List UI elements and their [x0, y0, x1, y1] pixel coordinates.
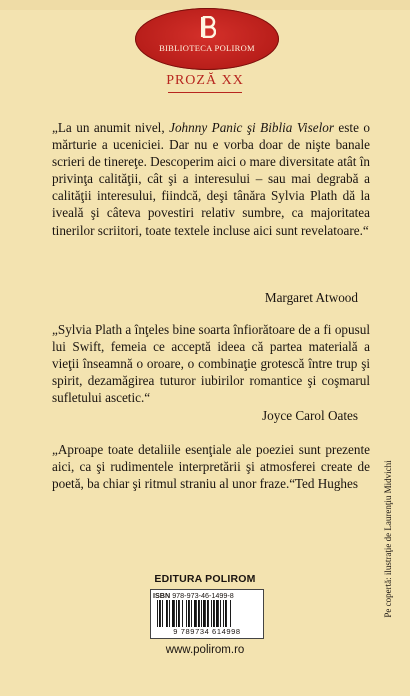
barcode-bars: [157, 600, 257, 627]
barcode-bar: [186, 600, 187, 627]
quote-atwood: [52, 119, 370, 239]
barcode-bar: [216, 600, 219, 627]
barcode-bar: [201, 600, 202, 627]
barcode-bar: [213, 600, 215, 627]
barcode-bar: [188, 600, 190, 627]
quote-text: „Sylvia Plath a înţeles bine soarta înfiorătoare de a fi opusul lui Swift, femeia ce acceptă ideea că partea materială a vieţii înseamnă o oroare, o combinaţie grotescă între trup şi spirit, dezamăgirea tuturor iubirilor romantice şi coşmarul sufletului ascetic.“: [52, 322, 370, 406]
barcode-bar: [225, 600, 227, 627]
barcode-bar: [162, 600, 163, 627]
series-underline: [168, 92, 242, 93]
quote-author: Margaret Atwood: [264, 290, 358, 305]
barcode-bar: [166, 600, 168, 627]
publisher-website: www.polirom.ro: [165, 644, 245, 656]
barcode-bar: [182, 600, 183, 627]
barcode-bar: [198, 600, 200, 627]
barcode-bar: [176, 600, 177, 627]
barcode-bar: [169, 600, 170, 627]
publisher-name: EDITURA POLIROM: [154, 573, 256, 585]
barcode-bar: [194, 600, 197, 627]
barcode-bar: [223, 600, 224, 627]
publisher-logo: [135, 8, 279, 70]
barcode-bar: [157, 600, 158, 627]
quote-author: Joyce Carol Oates: [262, 408, 358, 423]
quote-text: „La un anumit nivel, Johnny Panic şi Biblia Viselor este o mărturie a uceniciei. Dar nu e vorba doar de nişte banale scrieri de tinereţe. Descoperim aici o mare diversitate atât în privinţa calităţii, cât şi a interesului – sau mai degrabă a calităţii interesului, fiindcă, deşi tânăra Sylvia Plath dă la iveală şi câteva povestiri relativ sumbre, ca majoritatea tinerilor scriitori, toate textele incluse aici sunt revelatoare.“: [52, 120, 370, 238]
barcode-bar: [172, 600, 175, 627]
polirom-p-emblem-icon: [198, 16, 216, 38]
barcode-digits: 9 789734 614998: [173, 627, 241, 636]
isbn-barcode: [150, 589, 264, 639]
barcode-bar: [178, 600, 180, 627]
barcode-bar: [211, 600, 212, 627]
quote-oates: [52, 321, 370, 406]
quote-author: Ted Hughes: [294, 476, 358, 491]
logo-brand-text: BIBLIOTECA POLIROM: [159, 43, 255, 53]
barcode-bar: [191, 600, 192, 627]
quote-text: „Aproape toate detaliile esenţiale ale poeziei sunt prezente aici, ca şi rudimentele interpretării şi atmosferei create de poetă, ba chiar şi ritmul straniu al unor fraze.“: [52, 442, 370, 492]
book-title: Johnny Panic şi Biblia Viselor: [169, 120, 334, 135]
barcode-bar: [230, 600, 231, 627]
barcode-bar: [220, 600, 221, 627]
cover-illustration-credit: Pe copertă: ilustraţie de Laurenţiu Midvichi: [383, 460, 393, 618]
series-title: PROZĂ XX: [166, 73, 244, 88]
isbn-line: ISBN 978-973-46-1499-8: [153, 591, 234, 600]
barcode-bar: [207, 600, 209, 627]
barcode-bar: [159, 600, 161, 627]
barcode-bar: [203, 600, 206, 627]
